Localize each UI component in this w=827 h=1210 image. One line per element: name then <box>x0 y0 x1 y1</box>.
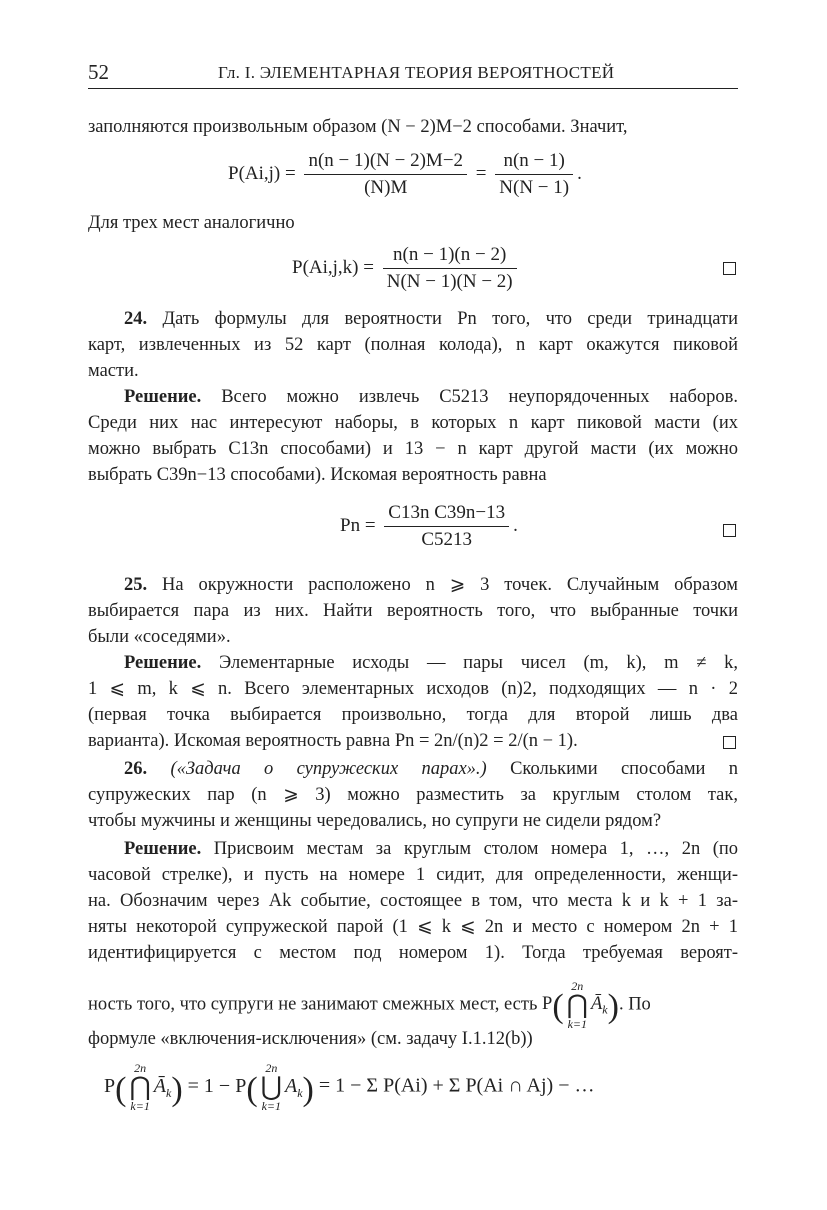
intro-three-places: Для трех мест аналогично <box>88 213 295 233</box>
eq4-lhs: P( 2n ⋂ k=1 $Ā_k$) <box>104 1061 183 1113</box>
problem-number: 25. <box>124 575 148 595</box>
problem-26-line <box>88 782 738 808</box>
problem-number: 26. <box>124 759 148 779</box>
solution-24-line <box>88 462 738 488</box>
problem-25-text: На окружности расположено n ⩾ 3 точек. Случайным образом <box>162 575 738 595</box>
solution-26-line <box>88 914 738 940</box>
problem-24-line <box>88 306 738 332</box>
solution-25-line <box>88 728 738 754</box>
eq2-numerator: n(n − 1)(n − 2) <box>383 244 517 269</box>
solution-label: Решение. <box>124 387 202 407</box>
period: . <box>513 514 518 536</box>
eq3-lhs: Pn = <box>340 514 376 536</box>
qed-square-icon <box>723 736 736 749</box>
problem-25-line <box>88 624 738 650</box>
solution-24-text: Всего можно извлечь C5213 неупорядоченных наборов. <box>221 387 739 407</box>
eq1-lhs: P(Ai,j) = <box>228 162 296 184</box>
equation-2 <box>292 244 521 293</box>
solution-25-text: 1 ⩽ m, k ⩽ n. Всего элементарных исходов (n)2, подходящих — n · 2 <box>88 679 738 699</box>
solution-26-line <box>88 862 738 888</box>
solution-24-text: Среди них нас интересуют наборы, в которых n карт пиковой масти (их <box>88 413 738 433</box>
problem-25-line <box>88 598 738 624</box>
problem-25-line <box>88 572 738 598</box>
eq1-numerator-1: n(n − 1)(N − 2)M−2 <box>304 150 467 175</box>
problem-24-text: Дать формулы для вероятности Pn того, что среди тринадцати <box>162 309 738 329</box>
eq2-fraction <box>383 244 517 293</box>
solution-label: Решение. <box>124 839 202 859</box>
problem-24-line <box>88 358 738 384</box>
problem-24-text: масти. <box>88 361 139 381</box>
problem-24-text: карт, извлеченных из 52 карт (полная колода), n карт окажутся пиковой <box>88 335 738 355</box>
problem-26-line <box>88 756 738 782</box>
period: . <box>577 162 582 184</box>
equation-1 <box>228 150 582 199</box>
problem-25-text: выбирается пара из них. Найти вероятность того, что выбранные точки <box>88 601 738 621</box>
problem-26-line <box>88 808 738 834</box>
text-line <box>88 210 738 236</box>
solution-24-text: можно выбрать C13n способами) и 13 − n карт другой масти (их можно <box>88 439 738 459</box>
solution-25-text: Элементарные исходы — пары чисел (m, k), m ≠ k, <box>219 653 739 673</box>
problem-26-text: чтобы мужчины и женщины чередовались, но супруги не сидели рядом? <box>88 811 662 831</box>
page-header <box>88 58 738 89</box>
text-line <box>88 114 738 140</box>
solution-25-line <box>88 702 738 728</box>
equation-3 <box>340 502 518 551</box>
problem-26-text: супружеских пар (n ⩾ 3) можно разместить за круглым столом так, <box>88 785 738 805</box>
eq4-tail: = 1 − Σ P(Ai) + Σ P(Ai ∩ Aj) − … <box>318 1074 595 1097</box>
solution-26-text: ность того, что супруги не занимают смежных мест, есть <box>88 994 538 1015</box>
solution-26-line <box>88 836 738 862</box>
para-continuation: заполняются произвольным образом (N − 2)M−2 способами. Значит, <box>88 117 628 137</box>
eq1-denominator-2: N(N − 1) <box>499 177 570 198</box>
solution-26-text: формуле «включения-исключения» (см. задачу I.1.12(b)) <box>88 1029 533 1049</box>
problem-24-line <box>88 332 738 358</box>
qed-square-icon <box>723 262 736 275</box>
solution-25-text: (первая точка выбирается произвольно, тогда для второй лишь два <box>88 705 738 725</box>
problem-25-text: были «соседями». <box>88 627 231 647</box>
eq1-fraction-1 <box>304 150 467 199</box>
solution-26-line <box>88 1026 738 1052</box>
solution-24-line <box>88 384 738 410</box>
solution-26-line <box>88 940 738 966</box>
solution-label: Решение. <box>124 653 202 673</box>
solution-26-text: часовой стрелке), и пусть на номере 1 сидит, для определенности, женщи- <box>88 865 738 885</box>
solution-26-text: . По <box>618 994 651 1015</box>
equation-4 <box>104 1062 595 1112</box>
solution-25-line <box>88 650 738 676</box>
equals-sign: = <box>475 162 487 184</box>
solution-26-line <box>88 888 738 914</box>
eq3-numerator: C13n C39n−13 <box>384 502 509 527</box>
qed-square-icon <box>723 524 736 537</box>
problem-number: 24. <box>124 309 148 329</box>
eq1-fraction-2 <box>495 150 573 199</box>
eq2-denominator: N(N − 1)(N − 2) <box>386 271 513 292</box>
page-number: 52 <box>88 60 109 84</box>
solution-25-text: варианта). Искомая вероятность равна Pn = 2n/(n)2 = 2/(n − 1). <box>88 731 578 751</box>
eq4-mid: = 1 − P( 2n ⋃ k=1 $A_k$) <box>187 1061 314 1113</box>
solution-24-text: выбрать C39n−13 способами). Искомая вероятность равна <box>88 465 547 485</box>
eq1-numerator-2: n(n − 1) <box>495 150 573 175</box>
eq3-fraction <box>384 502 509 551</box>
solution-25-line <box>88 676 738 702</box>
problem-26-text: Сколькими способами n <box>510 759 739 779</box>
solution-26-text: няты некоторой супружеской парой (1 ⩽ k ⩽ 2n и место с номером 2n + 1 <box>88 917 738 937</box>
eq2-lhs: P(Ai,j,k) = <box>292 256 374 278</box>
solution-26-text: идентифицируется с местом под номером 1). Тогда требуемая вероят- <box>88 943 738 963</box>
solution-26-text: Присвоим местам за круглым столом номера 1, …, 2n (по <box>213 839 739 859</box>
inline-prob-intersection: P( 2n ⋂ k=1 $Ā_k$) <box>542 979 619 1031</box>
running-title: Гл. I. ЭЛЕМЕНТАРНАЯ ТЕОРИЯ ВЕРОЯТНОСТЕЙ <box>218 63 615 82</box>
solution-26-line <box>88 980 738 1030</box>
problem-26-title: («Задача о супружеских парах».) <box>170 759 487 779</box>
solution-26-text: на. Обозначим через Ak событие, состоящее в том, что места k и k + 1 за- <box>88 891 738 911</box>
solution-24-line <box>88 410 738 436</box>
eq1-denominator-1: (N)M <box>364 177 408 198</box>
solution-24-line <box>88 436 738 462</box>
eq3-denominator: C5213 <box>421 529 473 550</box>
